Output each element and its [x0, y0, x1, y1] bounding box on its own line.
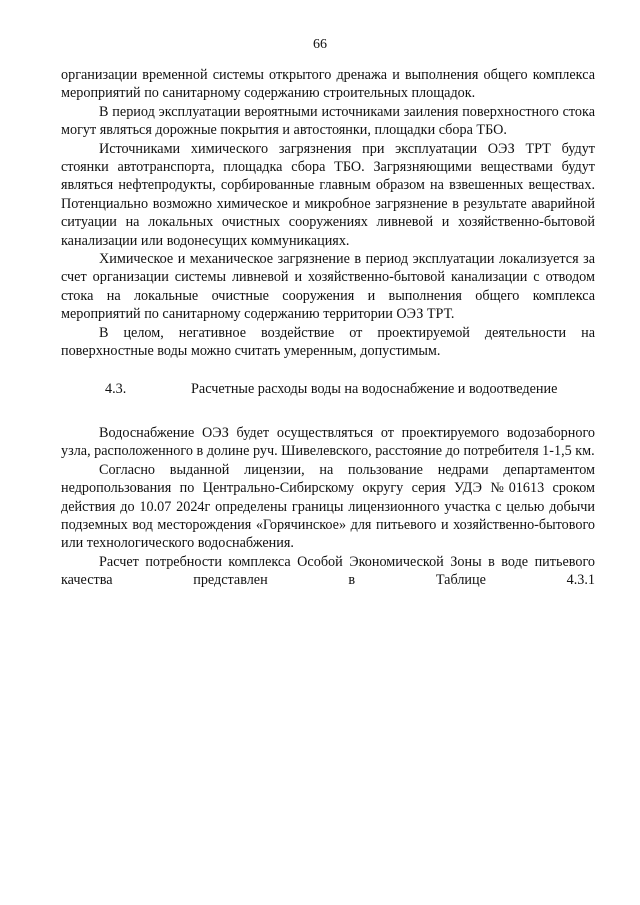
- paragraph: Расчет потребности комплекса Особой Экономической Зоны в воде питьевого качества представлен в Таблице 4.3.1: [61, 553, 595, 589]
- section-heading: [61, 380, 595, 398]
- paragraph: Источниками химического загрязнения при эксплуатации ОЭЗ ТРТ будут стоянки автотранспорта, площадка сбора ТБО. Загрязняющими веществами будут являться нефтепродукты, сорбированные главным образом на взвешенных веществах. Потенциально возможно химическое и микробное загрязнение в результате аварийной ситуации на локальных очистных сооружениях ливневой и хозяйственно-бытовой канализации или водонесущих коммуникациях.: [61, 140, 595, 249]
- page-number: 66: [313, 37, 327, 52]
- section-title: Расчетные расходы воды на водоснабжение и водоотведение: [191, 380, 558, 397]
- paragraph: Согласно выданной лицензии, на пользование недрами департаментом недропользования по Центрально-Сибирскому округу серия УДЭ №01613 сроком действия до 10.07 2024г определены границы лицензионного участка с целью добычи подземных вод месторождения «Горячинское» для питьевого и хозяйственно-бытового или технологического водоснабжения.: [61, 461, 595, 552]
- paragraph: Химическое и механическое загрязнение в период эксплуатации локализуется за счет организации системы ливневой и хозяйственно-бытовой канализации с отводом стока на локальные очистные сооружения и выполнения общего комплекса мероприятий по санитарному содержанию территории ОЭЗ ТРТ.: [61, 251, 595, 323]
- paragraph: В целом, негативное воздействие от проектируемой деятельности на поверхностные воды можно считать умеренным, допустимым.: [61, 324, 595, 360]
- paragraph: Водоснабжение ОЭЗ будет осуществляться от проектируемого водозаборного узла, расположенного в долине руч. Шивелевского, расстояние до потребителя 1-1,5 км.: [61, 424, 595, 460]
- paragraph: В период эксплуатации вероятными источниками заиления поверхностного стока могут являться дорожные покрытия и автостоянки, площадки сбора ТБО.: [61, 103, 595, 139]
- page-body: [61, 66, 595, 590]
- section-number: 4.3.: [105, 380, 127, 397]
- paragraph-continuation: организации временной системы открытого дренажа и выполнения общего комплекса мероприятий по санитарному содержанию строительных площадок.: [61, 67, 595, 102]
